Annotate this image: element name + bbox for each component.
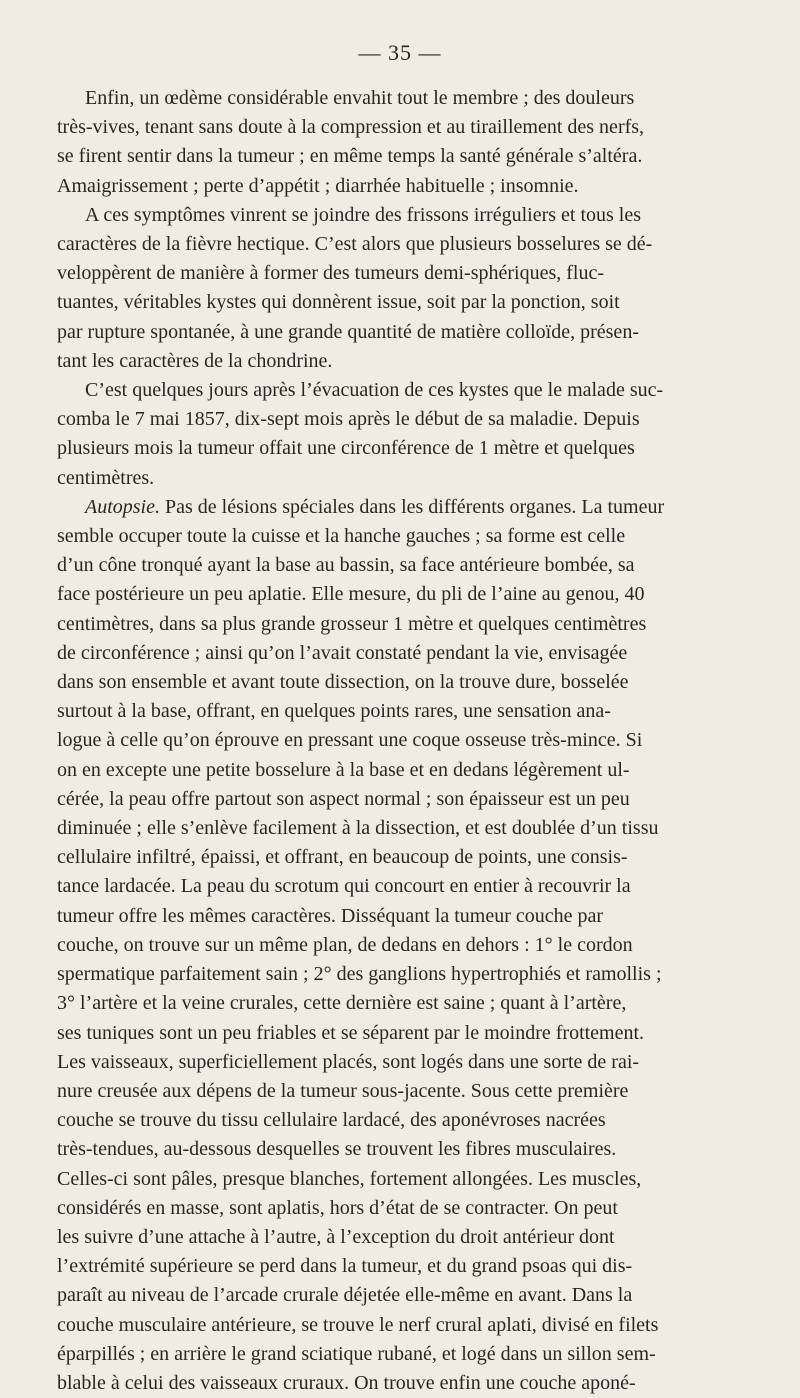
text-line — [57, 1281, 747, 1310]
text-line — [57, 522, 747, 551]
text-line — [57, 230, 747, 259]
page-number: — 35 — — [358, 40, 442, 65]
line-text: cérée, la peau offre partout son aspect normal ; son épaisseur est un peu — [57, 787, 630, 810]
line-text: ses tuniques sont un peu friables et se séparent par le moindre frottement. — [57, 1021, 645, 1044]
text-line — [57, 1311, 747, 1340]
line-text: tumeur offre les mêmes caractères. Disséquant la tumeur couche par — [57, 904, 604, 927]
text-line — [57, 1106, 747, 1135]
paragraph-3 — [57, 376, 747, 493]
line-text: tant les caractères de la chondrine. — [57, 349, 333, 372]
text-line — [57, 1340, 747, 1369]
line-text: couche se trouve du tissu cellulaire lardacé, des aponévroses nacrées — [57, 1109, 606, 1132]
text-line — [57, 464, 747, 493]
line-text: Les vaisseaux, superficiellement placés, sont logés dans une sorte de rai- — [57, 1050, 640, 1073]
line-text: nure creusée aux dépens de la tumeur sous-jacente. Sous cette première — [57, 1079, 629, 1102]
text-line — [57, 756, 747, 785]
text-line — [57, 843, 747, 872]
text-line — [57, 493, 747, 522]
line-text: cellulaire infiltré, épaissi, et offrant, en beaucoup de points, une consis- — [57, 846, 628, 869]
line-text: caractères de la fièvre hectique. C’est alors que plusieurs bosselures se dé- — [57, 233, 653, 256]
line-text: d’un cône tronqué ayant la base au bassin, sa face antérieure bombée, sa — [57, 554, 635, 577]
line-text: spermatique parfaitement sain ; 2° des ganglions hypertrophiés et ramollis ; — [57, 963, 662, 986]
text-line — [57, 84, 747, 113]
text-line — [57, 785, 747, 814]
text-line — [57, 902, 747, 931]
text-line — [57, 697, 747, 726]
text-line — [57, 1135, 747, 1164]
line-text: A ces symptômes vinrent se joindre des frissons irréguliers et tous les — [85, 203, 642, 226]
text-line — [57, 580, 747, 609]
text-line — [57, 201, 747, 230]
text-line — [57, 434, 747, 463]
line-text: logue à celle qu’on éprouve en pressant une coque osseuse très-mince. Si — [57, 729, 643, 752]
line-text: tance lardacée. La peau du scrotum qui concourt en entier à recouvrir la — [57, 875, 631, 898]
line-text: de circonférence ; ainsi qu’on l’avait constaté pendant la vie, envisagée — [57, 641, 628, 664]
line-text: Amaigrissement ; perte d’appétit ; diarrhée habituelle ; insomnie. — [57, 174, 579, 197]
text-line — [57, 172, 747, 201]
text-line — [57, 668, 747, 697]
line-text: face postérieure un peu aplatie. Elle mesure, du pli de l’aine au genou, 40 — [57, 583, 645, 606]
text-line — [57, 1223, 747, 1252]
text-line — [57, 376, 747, 405]
text-line — [57, 1048, 747, 1077]
line-text: diminuée ; elle s’enlève facilement à la dissection, et est doublée d’un tissu — [57, 817, 659, 840]
line-text: blable à celui des vaisseaux cruraux. On trouve enfin une couche aponé- — [57, 1371, 636, 1394]
paragraph-2 — [57, 201, 747, 376]
line-text: surtout à la base, offrant, en quelques points rares, une sensation ana- — [57, 700, 611, 723]
text-line — [57, 1019, 747, 1048]
body-text — [57, 84, 747, 1398]
line-text: les suivre d’une attache à l’autre, à l’exception du droit antérieur dont — [57, 1225, 615, 1248]
text-line — [57, 551, 747, 580]
line-text: 3° l’artère et la veine crurales, cette dernière est saine ; quant à l’artère, — [57, 992, 627, 1015]
section-lead: Autopsie. — [85, 495, 160, 518]
line-text: C’est quelques jours après l’évacuation de ces kystes que le malade suc- — [85, 379, 664, 402]
text-line — [57, 405, 747, 434]
line-text: l’extrémité supérieure se perd dans la tumeur, et du grand psoas qui dis- — [57, 1255, 633, 1278]
line-text: semble occuper toute la cuisse et la hanche gauches ; sa forme est celle — [57, 525, 626, 548]
line-text: Enfin, un œdème considérable envahit tout le membre ; des douleurs — [85, 87, 635, 109]
text-line — [57, 931, 747, 960]
line-text: couche, on trouve sur un même plan, de dedans en dehors : 1° le cordon — [57, 933, 633, 956]
line-text: veloppèrent de manière à former des tumeurs demi-sphériques, fluc- — [57, 262, 605, 285]
text-line — [57, 989, 747, 1018]
text-line — [57, 113, 747, 142]
line-text: dans son ensemble et avant toute dissection, on la trouve dure, bosselée — [57, 671, 629, 694]
line-text: plusieurs mois la tumeur offait une circonférence de 1 mètre et quelques — [57, 437, 635, 460]
line-text: se firent sentir dans la tumeur ; en même temps la santé générale s’altéra. — [57, 145, 643, 168]
text-line — [57, 872, 747, 901]
text-line — [57, 639, 747, 668]
text-line — [57, 610, 747, 639]
text-line — [57, 1165, 747, 1194]
paragraph-1 — [57, 84, 747, 201]
text-line — [57, 288, 747, 317]
line-text: on en excepte une petite bosselure à la base et en dedans légèrement ul- — [57, 758, 630, 781]
line-text: Celles-ci sont pâles, presque blanches, fortement allongées. Les muscles, — [57, 1167, 642, 1190]
text-line — [57, 1252, 747, 1281]
paragraph-autopsie — [57, 493, 747, 1398]
text-line — [57, 259, 747, 288]
line-text: centimètres. — [57, 466, 155, 489]
line-text: centimètres, dans sa plus grande grosseur 1 mètre et quelques centimètres — [57, 612, 647, 635]
text-line — [57, 1369, 747, 1398]
text-line — [57, 142, 747, 171]
line-text: comba le 7 mai 1857, dix-sept mois après le début de sa maladie. Depuis — [57, 408, 640, 431]
line-text: considérés en masse, sont aplatis, hors d’état de se contracter. On peut — [57, 1196, 618, 1219]
line-text: paraît au niveau de l’arcade crurale déjetée elle-même en avant. Dans la — [57, 1284, 633, 1307]
text-line — [57, 960, 747, 989]
text-line — [57, 347, 747, 376]
text-line — [57, 726, 747, 755]
text-line — [57, 1077, 747, 1106]
line-text: très-vives, tenant sans doute à la compression et au tiraillement des nerfs, — [57, 116, 645, 139]
line-text: éparpillés ; en arrière le grand sciatique rubané, et logé dans un sillon sem- — [57, 1342, 656, 1365]
line-text: Pas de lésions spéciales dans les différents organes. La tumeur — [160, 495, 665, 518]
line-text: tuantes, véritables kystes qui donnèrent issue, soit par la ponction, soit — [57, 291, 620, 314]
text-line — [57, 814, 747, 843]
text-line — [57, 318, 747, 347]
line-text: couche musculaire antérieure, se trouve le nerf crural aplati, divisé en filets — [57, 1313, 659, 1336]
text-line — [57, 1194, 747, 1223]
line-text: par rupture spontanée, à une grande quantité de matière colloïde, présen- — [57, 320, 639, 343]
line-text: très-tendues, au-dessous desquelles se trouvent les fibres musculaires. — [57, 1138, 617, 1161]
